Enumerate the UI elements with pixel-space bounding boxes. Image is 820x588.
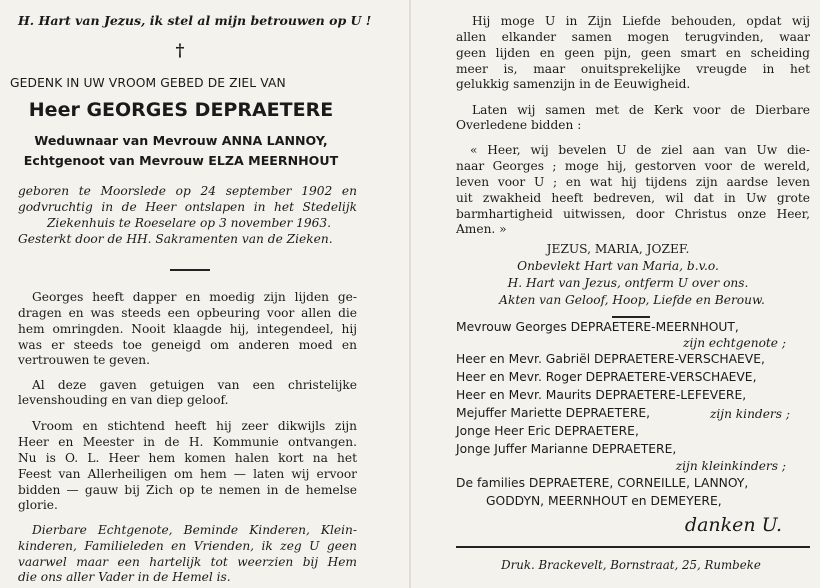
farewell-line: kinderen, Familieleden en Vrienden, ik zeg U geen [18, 539, 357, 553]
paragraph-line: Vroom en stichtend heeft hij zeer dikwijls zijn [32, 419, 357, 433]
cross-icon: † [175, 41, 185, 61]
paragraph-line: Al deze gaven getuigen van een christelijke [32, 378, 357, 392]
paragraph-line: allen elkander samen mogen terugvinden, waar [456, 30, 810, 44]
spouse-line: Echtgenoot van Mevrouw ELZA MEERNHOUT [23, 153, 339, 168]
divider [612, 316, 650, 318]
paragraph-line: was er steeds toe geneigd om anderen moed en [18, 338, 357, 352]
paragraph-line: Heer en Meester in de H. Kommunie ontvangen. [18, 435, 357, 449]
family-child: Heer en Mevr. Maurits DEPRAETERE-LEFEVERE, [456, 388, 747, 402]
ejaculation-line: H. Hart van Jezus, ontferm U over ons. [507, 276, 749, 290]
prayer-line: naar Georges ; moge hij, gestorven voor de wereld, [456, 159, 810, 173]
role-label: zijn echtgenote ; [683, 336, 786, 350]
farewell-line: Dierbare Echtgenote, Beminde Kinderen, Klein- [32, 523, 357, 537]
fold-line [409, 0, 411, 588]
paragraph-line: Nu is O. L. Heer hem komen halen kort na het [18, 451, 357, 465]
family-grandchild: Jonge Heer Eric DEPRAETERE, [456, 424, 639, 438]
family-child: Heer en Mevr. Gabriël DEPRAETERE-VERSCHAEVE, [456, 352, 765, 366]
paragraph-line: Georges heeft dapper en moedig zijn lijden ge- [32, 290, 357, 304]
paragraph-line: Laten wij samen met de Kerk voor de Dierbare [472, 103, 810, 117]
paragraph-line: glorie. [18, 498, 58, 512]
role-label: zijn kleinkinders ; [675, 459, 786, 473]
families-line: De families DEPRAETERE, CORNEILLE, LANNOY, [456, 476, 749, 490]
paragraph-line: dragen en was steeds een opbeuring voor allen die [18, 306, 357, 320]
family-grandchild: Jonge Juffer Marianne DEPRAETERE, [456, 442, 677, 456]
deceased-name: Heer GEORGES DEPRAETERE [28, 99, 334, 121]
families-line: GODDYN, MEERNHOUT en DEMEYERE, [486, 494, 722, 508]
family-child: Heer en Mevr. Roger DEPRAETERE-VERSCHAEVE, [456, 370, 757, 384]
ejaculation-line: Akten van Geloof, Hoop, Liefde en Berouw. [499, 293, 765, 307]
paragraph-line: vertrouwen te geven. [18, 353, 151, 367]
paragraph-line: Feest van Allerheiligen om hem — laten wij ervoor [18, 467, 357, 481]
ejaculation-line: JEZUS, MARIA, JOZEF. [546, 242, 690, 256]
widower-line: Weduwnaar van Mevrouw ANNA LANNOY, [34, 133, 328, 148]
paragraph-line: Overledene bidden : [456, 118, 582, 132]
prayer-line: « Heer, wij bevelen U de ziel aan van Uw die- [470, 143, 810, 157]
remember-heading: GEDENK IN UW VROOM GEBED DE ZIEL VAN [10, 76, 286, 90]
prayer-line: uit zwakheid heeft bedreven, wil dat in Uw grote [456, 191, 810, 205]
printer-imprint: Druk. Brackevelt, Bornstraat, 25, Rumbeke [501, 558, 761, 572]
paragraph-line: Hij moge U in Zijn Liefde behouden, opdat wij [472, 14, 810, 28]
paragraph-line: bidden — gauw bij Zich op te nemen in de hemelse [18, 483, 357, 497]
bio-line: godvruchtig in de Heer ontslapen in het Stedelijk [18, 200, 357, 214]
bio-line: Gesterkt door de HH. Sakramenten van de Zieken. [18, 232, 333, 246]
paragraph-line: geen lijden en geen pijn, geen smart en scheiding [456, 46, 810, 60]
prayer-line: Amen. » [456, 222, 507, 236]
farewell-line: vaarwel maar een hartelijk tot weerzien bij Hem [18, 555, 357, 569]
prayer-line: barmhartigheid uitwissen, door Christus onze Heer, [456, 207, 810, 221]
footer-rule [456, 546, 810, 548]
bio-line: geboren te Moorslede op 24 september 1902 en [18, 184, 357, 198]
role-label: zijn kinders ; [709, 407, 790, 421]
divider [170, 269, 210, 271]
family-widow: Mevrouw Georges DEPRAETERE-MEERNHOUT, [456, 320, 739, 334]
farewell-line: die ons aller Vader in de Hemel is. [18, 570, 231, 584]
bio-line: Ziekenhuis te Roeselare op 3 november 1963. [46, 216, 332, 230]
paragraph-line: hem omringden. Nooit klaagde hij, integendeel, hij [18, 322, 357, 336]
paragraph-line: gelukkig samenzijn in de Eeuwigheid. [456, 77, 691, 91]
paragraph-line: meer is, maar onuitsprekelijke vreugde in het [456, 62, 810, 76]
paragraph-line: levenshouding en van diep geloof. [18, 393, 229, 407]
ejaculation-line: Onbevlekt Hart van Maria, b.v.o. [517, 259, 719, 273]
prayer-line: leven voor U ; en wat hij tijdens zijn aardse leven [456, 175, 810, 189]
invocation: H. Hart van Jezus, ik stel al mijn betrouwen op U ! [18, 13, 372, 28]
family-child: Mejuffer Mariette DEPRAETERE, [456, 406, 651, 420]
thanks: danken U. [684, 514, 782, 536]
